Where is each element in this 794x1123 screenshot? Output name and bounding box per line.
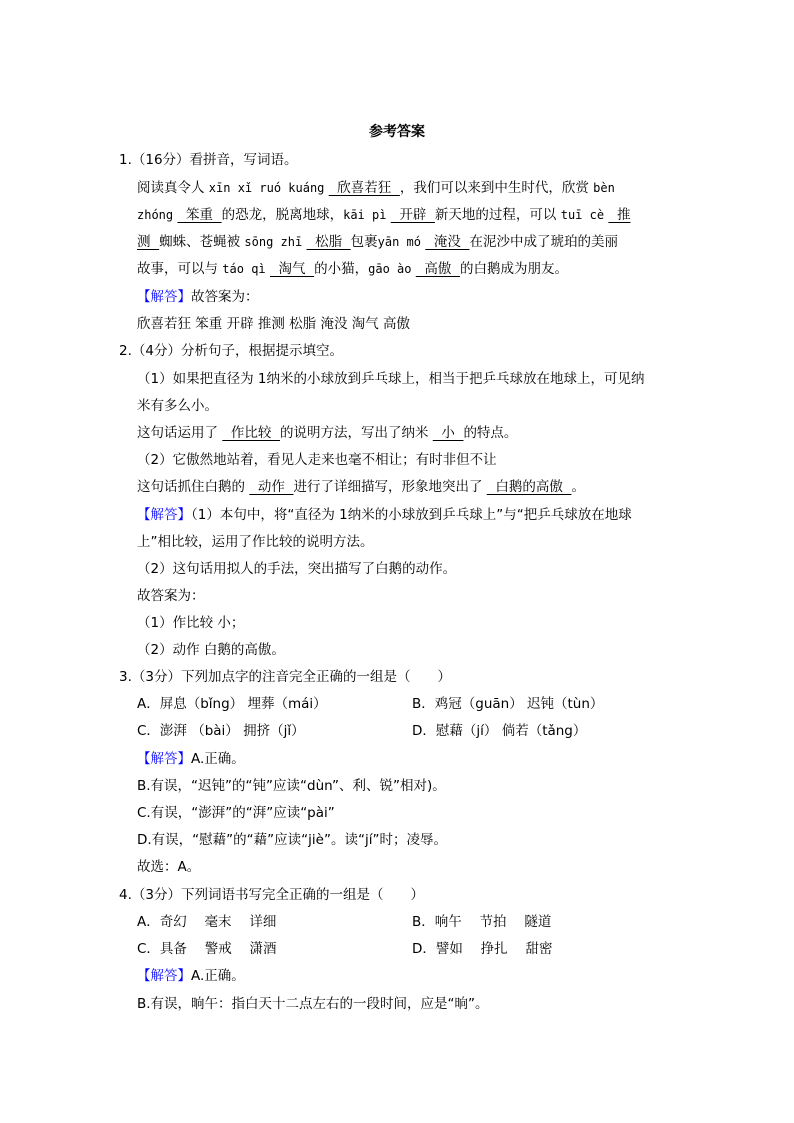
static-text: 的恐龙，脱离地球， xyxy=(221,207,344,223)
static-text: 的小猫， xyxy=(314,261,369,277)
q3-header: 3.（3分）下列加点字的注音完全正确的一组是（ ） xyxy=(119,669,451,685)
q4-option-a: A．奇幻 毫末 详细 xyxy=(137,914,277,930)
static-text: 新天地的过程，可以 xyxy=(434,207,561,223)
answer-blank: 松脂 xyxy=(306,234,351,250)
pinyin: sōng zhī xyxy=(244,235,303,249)
static-text: 的白鹅成为朋友。 xyxy=(459,261,568,277)
pinyin: táo qì xyxy=(222,262,266,276)
q4-answer-a xyxy=(137,966,245,986)
q2-fill-2 xyxy=(137,477,585,497)
static-text: 进行了详细描写，形象地突出了 xyxy=(293,479,487,495)
answer-tag: 【解答】 xyxy=(137,968,191,984)
q3-option-a: A．屏息（bǐng） 埋葬（mái） xyxy=(137,696,327,712)
answer-blank: 作比较 xyxy=(222,425,280,441)
answer-blank: 测 xyxy=(137,234,160,250)
q2-fill-1 xyxy=(137,423,517,443)
pinyin: gāo ào xyxy=(368,262,412,276)
answer-blank: 淘气 xyxy=(269,261,315,277)
answer-blank: 白鹅的高傲 xyxy=(486,479,572,495)
q1-line-4 xyxy=(137,259,568,279)
answer-blank: 欣喜若狂 xyxy=(328,180,400,196)
q3-option-c: C．澎湃 （bài） 拥挤（jǐ） xyxy=(137,723,305,739)
q3-answer-b: B.有误，“迟钝”的“钝”应读“dùn”、利、锐”相对)。 xyxy=(137,778,446,794)
q3-choice: 故选：A。 xyxy=(137,859,201,875)
answer-tag: 【解答】 xyxy=(137,507,191,523)
pinyin: tuī cè xyxy=(560,208,605,222)
q2-header: 2.（4分）分析句子，根据提示填空。 xyxy=(119,343,343,359)
answer-blank: 小 xyxy=(432,425,464,441)
static-text: A.正确。 xyxy=(191,968,245,984)
static-text: 。 xyxy=(571,479,585,495)
q2-answer-intro: 故答案为： xyxy=(137,588,205,604)
q1-answer-words: 欣喜若狂 笨重 开辟 推测 松脂 淹没 淘气 高傲 xyxy=(137,316,411,332)
q3-answer-c: C.有误，“澎湃”的“湃”应读“pài” xyxy=(137,805,335,821)
static-text: A.正确。 xyxy=(191,751,245,767)
q2-answer-1b: 上”相比较，运用了作比较的说明方法。 xyxy=(137,534,374,550)
q2-final-1: （1）作比较 小； xyxy=(137,615,245,631)
static-text: 包裹 xyxy=(350,234,378,250)
q1-line-2 xyxy=(137,205,630,225)
static-text: 阅读真令人 xyxy=(137,180,209,196)
q1-line-3 xyxy=(137,232,618,252)
static-text: 故答案为： xyxy=(191,289,259,305)
q3-option-d: D．慰藉（jí） 倘若（tǎng） xyxy=(412,723,587,739)
answer-blank: 淹没 xyxy=(425,234,470,250)
static-text: ，我们可以来到中生时代，欣赏 xyxy=(399,180,594,196)
pinyin: zhóng xyxy=(137,208,174,222)
pinyin: xīn xǐ ruó kuáng xyxy=(208,181,325,195)
q4-option-b: B．响午 节拍 隧道 xyxy=(412,914,552,930)
static-text: 这句话运用了 xyxy=(137,425,223,441)
q4-header: 4.（3分）下列词语书写完全正确的一组是（ ） xyxy=(119,887,424,903)
static-text: 的说明方法，写出了纳米 xyxy=(279,425,433,441)
q2-sentence-1b: 米有多么小。 xyxy=(137,398,218,414)
static-text: 的特点。 xyxy=(463,425,518,441)
answer-blank: 推 xyxy=(608,207,631,223)
q2-sentence-1a: （1）如果把直径为 1纳米的小球放到乒乓球上，相当于把乒乓球放在地球上，可见纳 xyxy=(137,371,645,387)
q3-option-b: B．鸡冠（guān） 迟钝（tùn） xyxy=(412,696,604,712)
answer-tag: 【解答】 xyxy=(137,751,191,767)
q2-sentence-2: （2）它傲然地站着，看见人走来也毫不相让；有时非但不让 xyxy=(137,452,497,468)
q4-answer-b: B.有误，晌午：指白天十二点左右的一段时间，应是“晌”。 xyxy=(137,996,489,1012)
page-title: 参考答案 xyxy=(369,124,425,140)
pinyin: bèn xyxy=(593,181,615,195)
answer-blank: 动作 xyxy=(249,479,294,495)
static-text: 蜘蛛、苍蝇被 xyxy=(159,234,245,250)
q1-answer-intro xyxy=(137,287,259,307)
static-text: 故事，可以与 xyxy=(137,261,223,277)
answer-tag: 【解答】 xyxy=(137,289,191,305)
answer-blank: 高傲 xyxy=(415,261,460,277)
q2-answer-2: （2）这句话用拟人的手法，突出描写了白鹅的动作。 xyxy=(137,561,457,577)
q4-option-d: D．譬如 挣扎 甜密 xyxy=(412,941,553,957)
q1-header: 1.（16分）看拼音，写词语。 xyxy=(119,152,298,168)
pinyin: kāi pì xyxy=(343,208,387,222)
q1-line-1 xyxy=(137,178,615,198)
answer-blank: 笨重 xyxy=(177,207,222,223)
static-text: （1）本句中，将“直径为 1纳米的小球放到乒乓球上”与“把乒乓球放在地球 xyxy=(191,507,632,523)
static-text: 这句话抓住白鹅的 xyxy=(137,479,250,495)
q4-option-c: C．具备 警戒 潇酒 xyxy=(137,941,277,957)
static-text: 在泥沙中成了琥珀的美丽 xyxy=(469,234,618,250)
answer-blank: 开辟 xyxy=(390,207,435,223)
q3-answer-a xyxy=(137,749,245,769)
q2-final-2: （2）动作 白鹅的高傲。 xyxy=(137,642,285,658)
q3-answer-d: D.有误，“慰藉”的“藉”应读“jiè”。读“jí”时；凌辱。 xyxy=(137,832,447,848)
pinyin: yān mó xyxy=(377,235,422,249)
q2-answer-1a xyxy=(137,505,632,525)
